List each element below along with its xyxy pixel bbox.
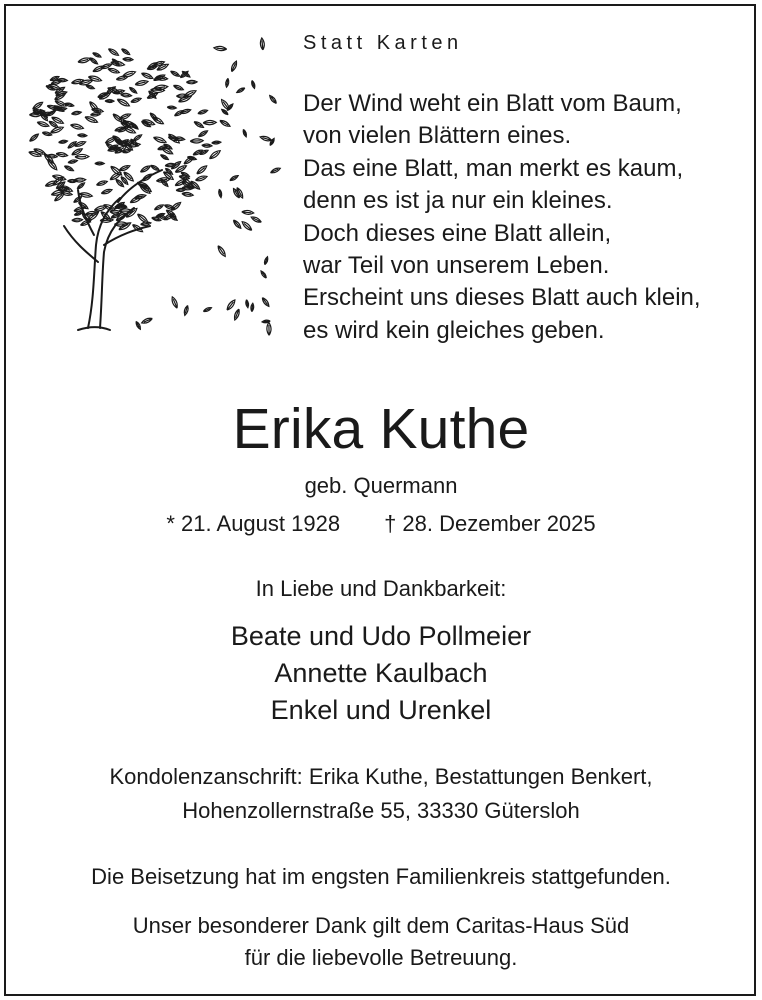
leaf [235, 309, 240, 320]
leaf [262, 298, 269, 307]
leaf [133, 135, 142, 141]
leaf [157, 64, 168, 70]
leaf [252, 81, 255, 89]
leaf [55, 101, 66, 106]
deceased-name: Erika Kuthe [232, 397, 530, 461]
intro-text: In Liebe und Dankbarkeit: [255, 576, 507, 601]
leaf [251, 217, 261, 222]
leaf [86, 85, 95, 89]
leaf [196, 176, 208, 181]
mourner-name: Beate und Udo Pollmeier [230, 621, 532, 651]
leaf [42, 132, 51, 135]
leaf [121, 93, 132, 97]
leaf [91, 113, 101, 116]
thanks-note [0, 910, 762, 974]
leaf [242, 210, 254, 214]
leaf [30, 134, 39, 141]
leaf [203, 121, 216, 125]
leaf [176, 188, 186, 191]
leaf [119, 166, 130, 171]
poem-line: Das eine Blatt, man merkt es kaum, [303, 154, 684, 182]
death-date: † 28. Dezember 2025 [384, 511, 596, 536]
leaf [95, 162, 105, 165]
leaf [33, 102, 43, 109]
leaf [79, 202, 89, 208]
leaf [214, 46, 227, 50]
leaf [64, 166, 73, 171]
leaf [77, 183, 84, 189]
leaf [179, 96, 192, 102]
leaf [261, 271, 266, 278]
leaf [262, 320, 270, 323]
leaf [237, 88, 245, 93]
leaf [97, 181, 108, 185]
leaf [226, 78, 229, 87]
leaf [142, 318, 153, 323]
leaf [79, 80, 92, 85]
leaf [123, 58, 133, 61]
leaf [117, 99, 129, 106]
leaf [48, 159, 57, 169]
poem [303, 88, 701, 347]
leaf [218, 246, 225, 257]
leaf [72, 149, 83, 155]
leaf [194, 122, 203, 128]
birth-date: * 21. August 1928 [166, 511, 341, 536]
leaf [151, 88, 165, 92]
poem-line: es wird kein gleiches geben. [303, 316, 605, 344]
leaf [267, 322, 271, 335]
leaf [101, 189, 112, 193]
maiden-name: geb. Quermann [304, 473, 458, 498]
leaf [219, 189, 222, 198]
leaf [198, 110, 208, 114]
leaf [138, 214, 148, 223]
poem-line: war Teil von unserem Leben. [303, 252, 610, 280]
leaf [90, 58, 98, 64]
leaf [171, 71, 180, 76]
leaf [197, 166, 207, 174]
leaf [94, 206, 106, 211]
leaf [33, 110, 43, 113]
mourner-name: Enkel und Urenkel [270, 695, 492, 725]
leaf [232, 61, 237, 72]
leaf [151, 165, 160, 170]
mourner-name: Annette Kaulbach [274, 658, 488, 688]
condolence-address [0, 760, 762, 828]
leaf [85, 117, 98, 123]
poem-line: von vielen Blättern eines. [303, 122, 572, 150]
leaf [202, 144, 212, 147]
leaf [154, 75, 165, 80]
leaf [203, 308, 211, 312]
leaf [110, 173, 121, 180]
leaf [74, 212, 83, 216]
leaf [123, 71, 136, 76]
windblown-tree-icon [28, 30, 290, 350]
thanks-line: Unser besonderer Dank gilt dem Caritas-Haus Süd [132, 913, 630, 938]
leaf [246, 300, 249, 308]
leaf [141, 166, 151, 172]
leaf [75, 154, 89, 159]
leaf [167, 106, 176, 109]
leaf [135, 81, 148, 86]
leaf [220, 120, 230, 126]
leaf [120, 114, 131, 119]
leaf [134, 195, 146, 199]
leaf [186, 80, 197, 83]
leaf [109, 49, 119, 56]
leaf [243, 129, 246, 137]
leaf [169, 134, 180, 143]
leaf [184, 305, 188, 315]
leaf [122, 49, 130, 55]
leaf [154, 137, 167, 142]
leaf [212, 141, 221, 144]
leaf [59, 140, 68, 143]
leaf [37, 122, 49, 127]
leaf [72, 111, 82, 114]
leaf [78, 134, 87, 137]
condolence-line: Kondolenzanschrift: Erika Kuthe, Bestattungen Benkert, [109, 764, 653, 789]
leaf [156, 178, 170, 183]
leaf [131, 98, 141, 102]
leaf [51, 127, 64, 133]
statt-karten-header: Statt Karten [303, 32, 463, 54]
leaf [210, 151, 221, 159]
leaf [187, 156, 196, 159]
poem-line: denn es ist ja nur ein kleines. [303, 187, 613, 215]
condolence-line: Hohenzollernstraße 55, 33330 Gütersloh [182, 798, 580, 823]
leaf [93, 53, 101, 57]
leaf [230, 176, 238, 181]
mourners-list [0, 618, 762, 729]
leaf [72, 218, 83, 221]
leaf [199, 131, 208, 137]
leaf [29, 152, 41, 157]
life-dates [0, 509, 762, 539]
leaf [270, 96, 277, 104]
leaf [174, 85, 184, 90]
leaf [74, 178, 86, 182]
poem-line: Erscheint uns dieses Blatt auch klein, [303, 284, 701, 312]
leaf [71, 124, 84, 129]
leaf [129, 87, 136, 93]
leaf [182, 192, 193, 196]
leaf [234, 220, 241, 228]
leaf [161, 155, 169, 160]
leaf [52, 175, 65, 180]
leaf [265, 257, 268, 265]
leaf [190, 139, 203, 143]
leaf [271, 168, 281, 173]
leaf [172, 297, 177, 308]
poem-line: Der Wind weht ein Blatt vom Baum, [303, 90, 682, 117]
burial-note: Die Beisetzung hat im engsten Familienkreis stattgefunden. [91, 864, 671, 889]
poem-line: Doch dieses eine Blatt allein, [303, 219, 612, 247]
thanks-line: für die liebevolle Betreuung. [244, 945, 518, 970]
leaf [108, 68, 119, 73]
leaf [227, 300, 235, 310]
leaf [154, 205, 163, 210]
leaf [260, 38, 264, 50]
leaf [117, 204, 127, 207]
leaf [45, 181, 57, 186]
leaf [251, 303, 254, 311]
leaf [242, 222, 252, 231]
leaf [68, 160, 77, 163]
leaf [78, 58, 91, 63]
leaf [105, 100, 114, 103]
leaf [260, 136, 272, 140]
leaf [136, 321, 140, 329]
leaf [142, 73, 153, 78]
leaf [56, 153, 68, 157]
